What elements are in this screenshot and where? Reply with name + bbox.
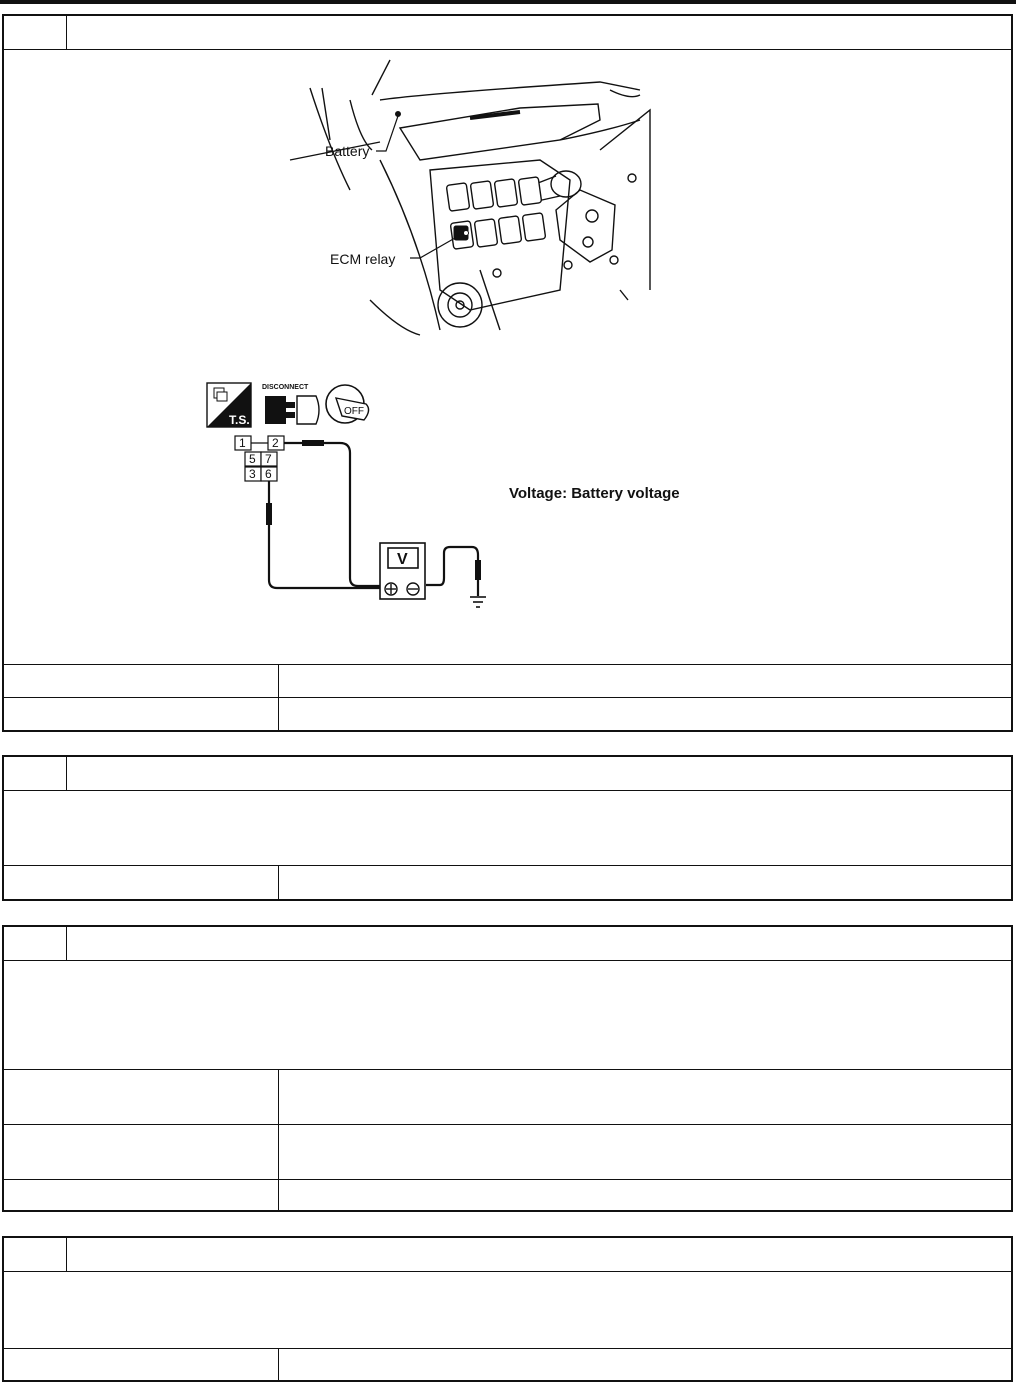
meter-label: V — [397, 551, 408, 568]
terminal-label: 6 — [265, 467, 272, 481]
step-block-4 — [2, 1236, 1013, 1382]
result-row — [4, 1124, 1011, 1180]
result-row — [4, 1069, 1011, 1125]
ts-icon-text: T.S. — [229, 413, 250, 427]
disconnect-connector-icon — [262, 384, 319, 424]
technical-service-icon — [207, 383, 251, 427]
result-label-cell — [4, 1180, 279, 1211]
battery-label: Battery — [325, 143, 370, 159]
result-label-cell — [4, 665, 279, 697]
off-text: OFF — [344, 406, 364, 417]
result-row — [4, 1179, 1011, 1211]
step-block-2 — [2, 755, 1013, 901]
result-row — [4, 865, 1011, 900]
terminal-label: 5 — [249, 452, 256, 466]
result-row — [4, 664, 1011, 697]
step-header — [4, 757, 1011, 791]
voltage-spec-text: Voltage: Battery voltage — [509, 485, 680, 502]
step-number-cell — [4, 927, 67, 960]
ecm-relay-illustration — [0, 0, 1016, 640]
result-label-cell — [4, 698, 279, 731]
result-label-cell — [4, 1070, 279, 1125]
step-number-cell — [4, 1238, 67, 1271]
result-row — [4, 1348, 1011, 1381]
result-label-cell — [4, 1125, 279, 1180]
result-row — [4, 697, 1011, 731]
result-label-cell — [4, 1349, 279, 1381]
voltmeter-icon — [380, 543, 425, 599]
terminal-label: 1 — [239, 436, 246, 450]
ecm-relay-label: ECM relay — [330, 251, 396, 267]
ignition-off-icon — [326, 385, 369, 423]
step-number-cell — [4, 757, 67, 790]
result-label-cell — [4, 866, 279, 900]
step-header — [4, 927, 1011, 961]
step-block-3 — [2, 925, 1013, 1212]
step-header — [4, 1238, 1011, 1272]
terminal-label: 2 — [272, 436, 279, 450]
terminal-label: 3 — [249, 467, 256, 481]
disconnect-text: DISCONNECT — [262, 384, 309, 391]
terminal-label: 7 — [265, 452, 272, 466]
